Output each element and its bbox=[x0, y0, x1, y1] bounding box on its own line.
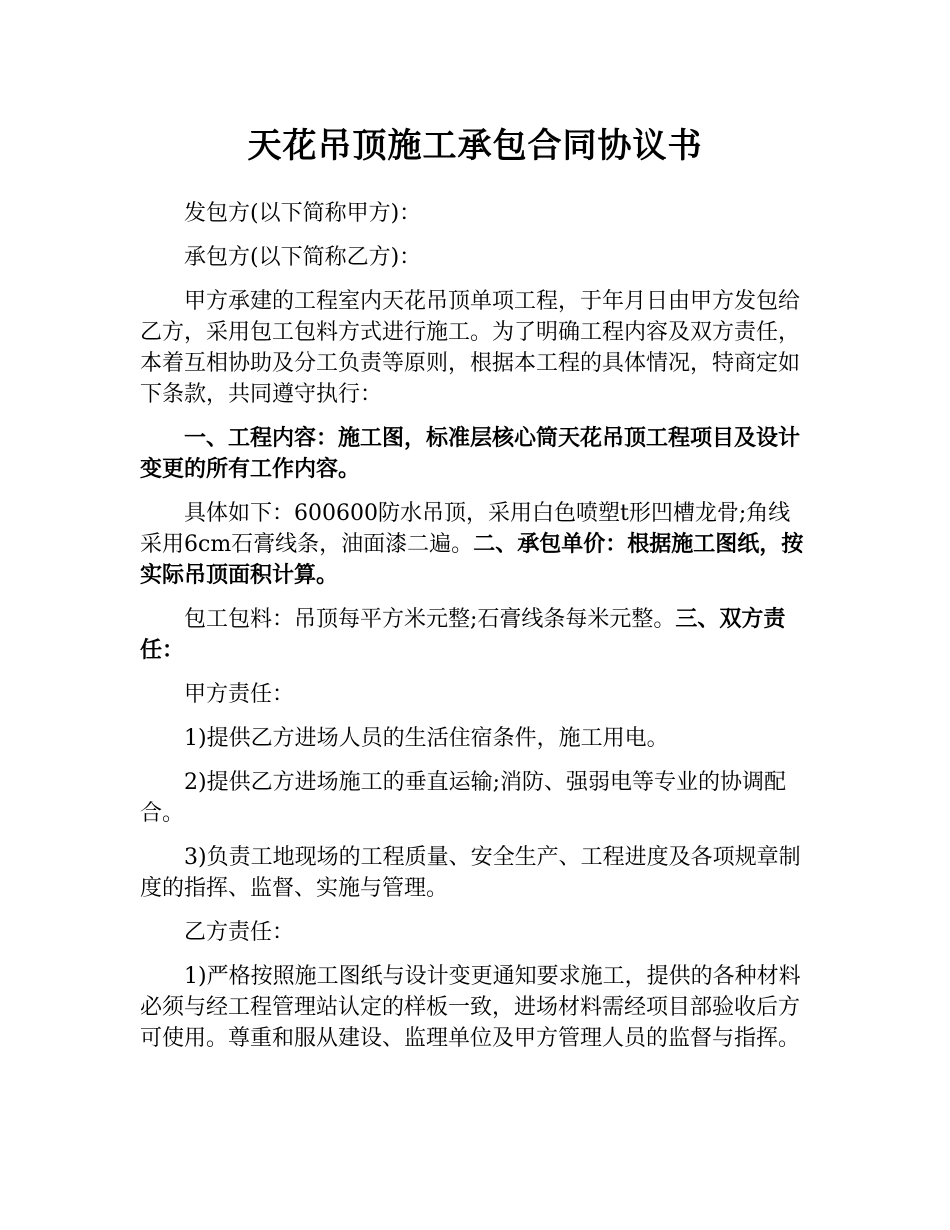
section-2-heading: 二、承包单价：根据施工图纸，按实际吊顶面积计算。 bbox=[140, 532, 804, 588]
document-title: 天花吊顶施工承包合同协议书 bbox=[247, 126, 703, 166]
section-3-heading: 三、双方责任： bbox=[140, 607, 786, 663]
party-a-duty-3: 3)负责工地现场的工程质量、安全生产、工程进度及各项规章制度的指挥、监督、实施与管理。 bbox=[140, 845, 801, 901]
party-b-line: 承包方(以下简称乙方)： bbox=[184, 245, 422, 270]
section-1-heading: 一、工程内容：施工图，标准层核心筒天花吊顶工程项目及设计变更的所有工作内容。 bbox=[140, 426, 801, 482]
document-body bbox=[140, 198, 812, 1067]
party-b-duty-1: 1)严格按照施工图纸与设计变更通知要求施工，提供的各种材料必须与经工程管理站认定的样板一致，进场材料需经项目部验收后方可使用。尊重和服从建设、监理单位及甲方管理人员的监督与指挥。 bbox=[140, 964, 801, 1051]
pricing-text: 包工包料：吊顶每平方米元整;石膏线条每米元整。 bbox=[184, 607, 676, 632]
party-b-duties-heading: 乙方责任： bbox=[184, 920, 295, 945]
details-paragraph bbox=[140, 498, 812, 591]
pricing-paragraph bbox=[140, 604, 812, 666]
party-a-duty-1: 1)提供乙方进场人员的生活住宿条件，施工用电。 bbox=[184, 726, 669, 751]
party-a-duties-heading: 甲方责任： bbox=[184, 682, 295, 707]
party-a-duty-2: 2)提供乙方进场施工的垂直运输;消防、强弱电等专业的协调配合。 bbox=[140, 770, 786, 826]
intro-paragraph: 甲方承建的工程室内天花吊顶单项工程，于年月日由甲方发包给乙方，采用包工包料方式进行施工。为了明确工程内容及双方责任，本着互相协助及分工负责等原则，根据本工程的具体情况，特商定如下条款，共同遵守执行： bbox=[140, 289, 801, 407]
party-a-line: 发包方(以下简称甲方)： bbox=[184, 201, 422, 226]
details-text: 具体如下：600600防水吊顶，采用白色喷塑t形凹槽龙骨;角线采用6cm石膏线条，油面漆二遍。 bbox=[140, 501, 791, 557]
